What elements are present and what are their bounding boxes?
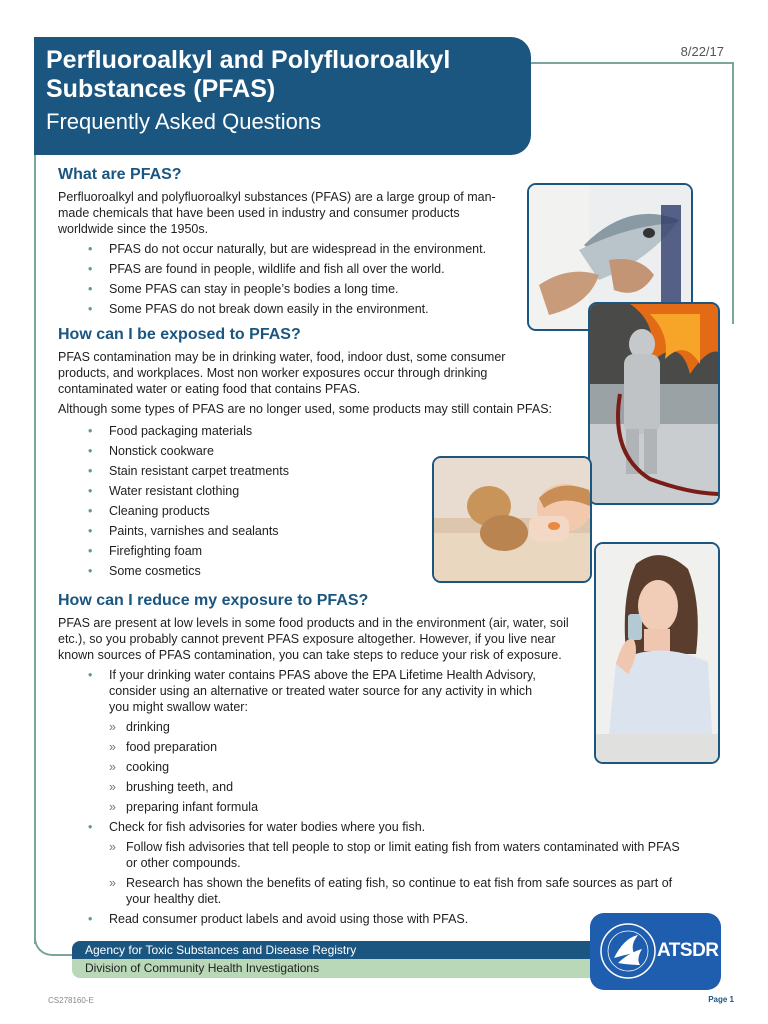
- list-item: • Cleaning products: [88, 503, 718, 519]
- section-heading-exposed: How can I be exposed to PFAS?: [58, 326, 301, 343]
- photo-woman-art: [596, 544, 720, 764]
- page-subtitle: Frequently Asked Questions: [46, 109, 322, 134]
- section-reduce-intro: PFAS are present at low levels in some food products and in the environment (air, water, soil etc.), so you probably cannot prevent PFAS exposure altogether. However, if you live near known sources of PFAS contamination, you can take steps to reduce your risk of exposure.: [58, 616, 569, 662]
- footer-division-band: Division of Community Health Investigations: [72, 959, 596, 978]
- sub-list-item: » brushing teeth, and: [109, 779, 548, 795]
- sub-list-item: » Research has shown the benefits of eating fish, so continue to eat fish from safe sources as part of your healthy diet.: [109, 875, 688, 907]
- frame-line-top: [530, 62, 734, 64]
- logo-text: ATSDR: [657, 940, 719, 961]
- photo-baby: [432, 456, 592, 583]
- list-item: [88, 667, 548, 815]
- list-item: • Firefighting foam: [88, 543, 718, 559]
- frame-line-left: [34, 150, 36, 944]
- frame-line-right: [732, 62, 734, 324]
- document-date: 8/22/17: [680, 44, 724, 59]
- page-number: Page 1: [708, 995, 734, 1004]
- bullet-text: Check for fish advisories for water bodies where you fish.: [109, 820, 426, 834]
- sub-list-item: » Follow fish advisories that tell people to stop or limit eating fish from waters contaminated with PFAS or other compounds.: [109, 839, 688, 871]
- section-what-intro: Perfluoroalkyl and polyfluoroalkyl substances (PFAS) are a large group of man-made chemicals that have been used in industry and consumer products worldwide since the 1950s.: [58, 190, 496, 236]
- list-item: • Water resistant clothing: [88, 483, 718, 499]
- list-item: • Paints, varnishes and sealants: [88, 523, 718, 539]
- list-item: • Nonstick cookware: [88, 443, 718, 459]
- list-item: • Read consumer product labels and avoid using those with PFAS.: [88, 911, 718, 927]
- header-banner: [34, 37, 531, 155]
- section-exposed-para2: Although some types of PFAS are no longer used, some products may still contain PFAS:: [58, 402, 553, 416]
- list-item: • Some cosmetics: [88, 563, 718, 579]
- sub-list-item: » drinking: [109, 719, 548, 735]
- photo-woman-drinking: [594, 542, 720, 764]
- photo-baby-art: [434, 458, 592, 583]
- list-item: • Food packaging materials: [88, 423, 718, 439]
- sub-list-item: » food preparation: [109, 739, 548, 755]
- sub-list-item: » cooking: [109, 759, 548, 775]
- list-item: • PFAS do not occur naturally, but are widespread in the environment.: [88, 241, 718, 257]
- section-heading-what: What are PFAS?: [58, 166, 182, 183]
- sub-bullets-water: [109, 719, 548, 815]
- section-exposed-para1: PFAS contamination may be in drinking water, food, indoor dust, some consumer products, and workplaces. Most non worker exposures occur through drinking contaminated water or eating food that contains PFAS.: [58, 350, 506, 396]
- list-item: • Some PFAS can stay in people’s bodies a long time.: [88, 281, 718, 297]
- section-heading-reduce: How can I reduce my exposure to PFAS?: [58, 592, 369, 609]
- list-item: • Some PFAS do not break down easily in the environment.: [88, 301, 718, 317]
- list-item: • PFAS are found in people, wildlife and fish all over the world.: [88, 261, 718, 277]
- bullet-text: If your drinking water contains PFAS above the EPA Lifetime Health Advisory, consider using an alternative or treated water source for any activity in which you might swallow water:: [109, 668, 536, 714]
- photo-firefighter: [588, 302, 720, 505]
- footer-agency-band: Agency for Toxic Substances and Disease Registry: [72, 941, 596, 959]
- list-item: • Stain resistant carpet treatments: [88, 463, 718, 479]
- sub-list-item: » preparing infant formula: [109, 799, 548, 815]
- list-item: [88, 819, 688, 907]
- sub-bullets-fish: [109, 839, 688, 907]
- atsdr-logo: [590, 913, 721, 990]
- page-title: Perfluoroalkyl and Polyfluoroalkyl Substances (PFAS): [46, 46, 451, 103]
- document-code: CS278160-E: [48, 996, 94, 1005]
- photo-firefighter-art: [590, 304, 720, 505]
